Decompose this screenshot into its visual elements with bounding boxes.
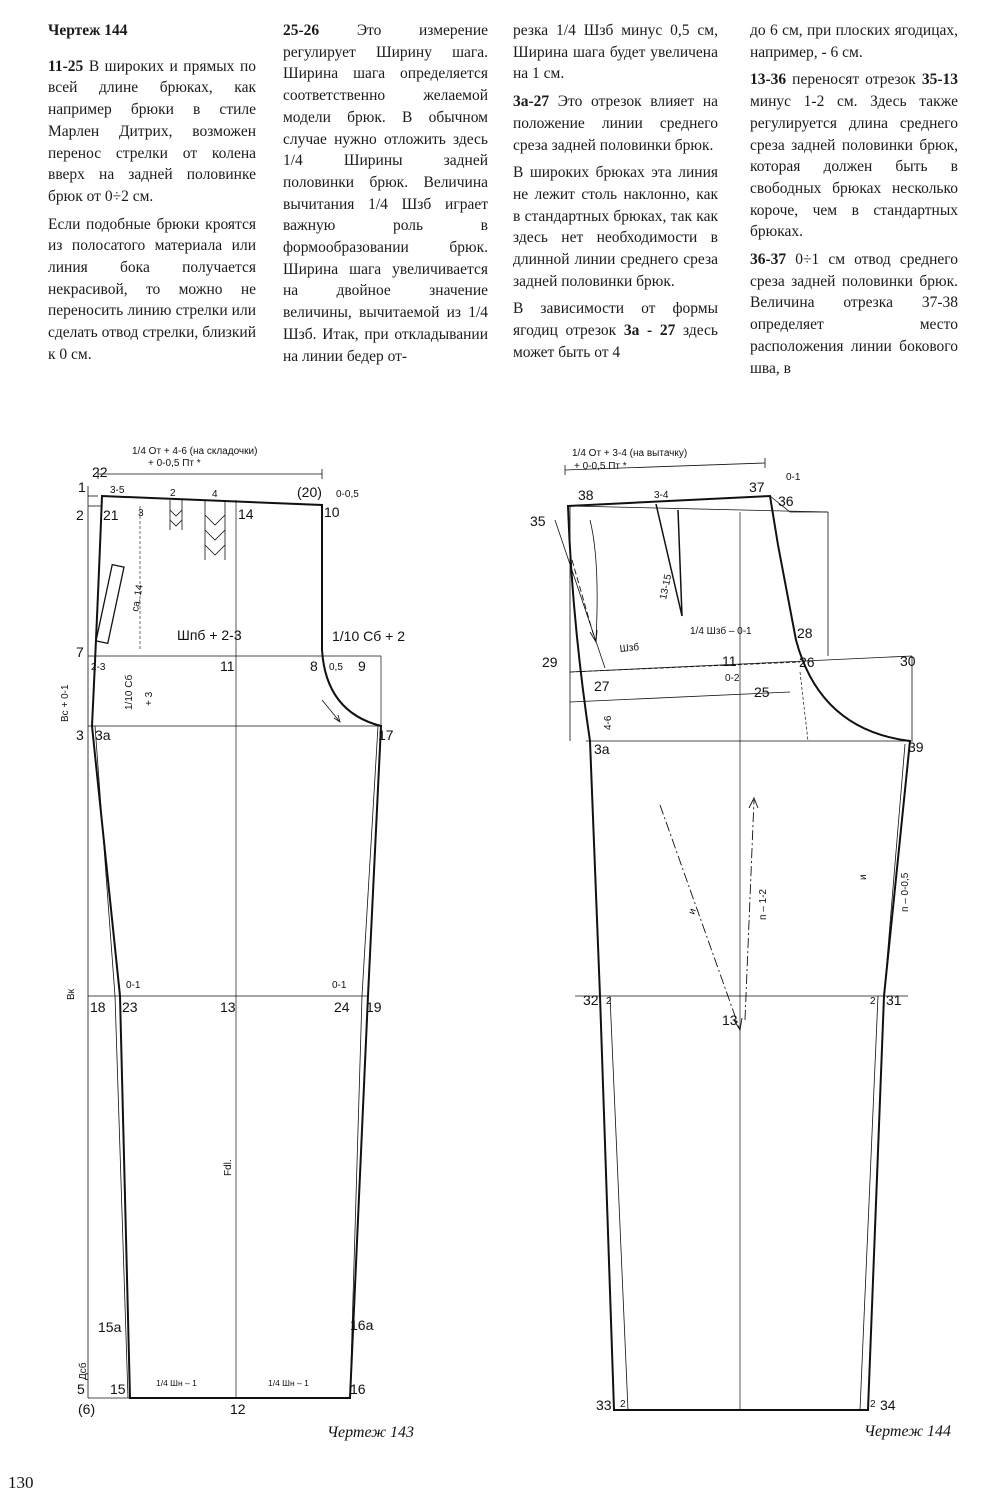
paragraph-text: 0÷1 см отвод среднего среза задней половинки брюк. Величина отрезка 37-38 определяет место расположения линии бокового шва, в <box>750 251 958 377</box>
point-12: 12 <box>230 1401 246 1417</box>
back-pattern-labels <box>530 448 951 1440</box>
dim-2-b: 2 <box>870 996 876 1007</box>
point-39: 39 <box>908 739 924 755</box>
point-14: 14 <box>238 506 254 522</box>
crotch-label: 1/10 Сб + 2 <box>332 628 406 644</box>
point-11: 11 <box>722 653 737 669</box>
segment-label: 35-13 <box>921 71 958 89</box>
point-25: 25 <box>754 684 770 700</box>
point-16: 16 <box>350 1381 366 1397</box>
n-1-2-label: п – 1-2 <box>758 889 769 920</box>
point-33: 33 <box>596 1397 612 1413</box>
dim-2-d: 2 <box>870 1399 876 1410</box>
point-19: 19 <box>366 999 382 1015</box>
dim-0-1-left: 0-1 <box>126 980 141 991</box>
seat-width-label: Шзб <box>619 642 640 655</box>
n-0-0-5-label: п – 0-0,5 <box>900 872 911 912</box>
point-37: 37 <box>749 479 765 495</box>
point-22: 22 <box>92 464 108 480</box>
point-26: 26 <box>799 654 815 670</box>
pleat-4-label: 4 <box>212 489 218 500</box>
dart-width-label: 3-4 <box>654 490 669 501</box>
top-dimension-label-2: + 0-0,5 Пт * <box>574 461 627 472</box>
point-1: 1 <box>78 479 86 495</box>
point-23: 23 <box>122 999 138 1015</box>
fold-label: Fdl. <box>223 1159 234 1176</box>
paragraph-text: до 6 см, при плоских ягодицах, например, - 6 см. <box>750 22 958 61</box>
top-dimension-label: 1/4 От + 3-4 (на вытачку) <box>572 448 688 459</box>
front-crotch-label-2: + 3 <box>144 691 155 706</box>
dim-2-c: 2 <box>620 1399 626 1410</box>
point-16a: 16а <box>350 1317 374 1333</box>
top-dimension-label-2: + 0-0,5 Пт * <box>148 458 201 469</box>
back-pattern-drawing <box>555 458 912 1410</box>
point-2: 2 <box>76 507 84 523</box>
paragraph-text: переносят отрезок <box>786 71 922 89</box>
dim-2-3: 2-3 <box>91 662 106 673</box>
paragraph-text: здесь может быть от 4 <box>513 322 718 361</box>
point-15: 15 <box>110 1381 126 1397</box>
point-6: (6) <box>78 1401 96 1417</box>
front-pattern-labels <box>60 446 414 1441</box>
point-38: 38 <box>578 487 594 503</box>
point-7: 7 <box>76 644 84 660</box>
segment-label: 25-26 <box>283 22 320 39</box>
segment-label: 13-36 <box>750 71 787 89</box>
front-crotch-label: 1/10 Сб <box>124 674 135 710</box>
point-3a: 3а <box>594 741 610 757</box>
seat-deviation-label: 4-6 <box>603 715 614 730</box>
point-20: (20) <box>297 484 322 500</box>
point-31: 31 <box>886 992 902 1008</box>
inseam-label: и <box>686 907 699 917</box>
hem-right-label: 1/4 Шн – 1 <box>268 1378 309 1388</box>
dim-0-2: 0-2 <box>725 673 740 684</box>
pleat-marks <box>170 500 225 560</box>
length-label: Дсб <box>78 1362 89 1380</box>
point-13: 13 <box>722 1012 738 1028</box>
section-heading: Чертеж 144 <box>48 22 128 39</box>
point-9: 9 <box>358 658 366 674</box>
segment-label: 36-37 <box>750 251 787 269</box>
dim-0-0-5: 0-0,5 <box>336 489 359 500</box>
paragraph-text: Это измерение регулирует Ширину шага. Ширина шага определяется соответственно желаемой модели брюк. В обычном случае нужно отложить здесь 1/4 Ширины задней половинки брюк. Величина вычитания 1/4 Шзб играет важную роль в формообразовании брюк. Ширина шага увеличивается на двойное значение величины, вычитаемой из 1/4 Шзб. Итак, при откладывании на линии бедер от- <box>283 22 488 365</box>
paragraph-text: Это отрезок влияет на положение линии среднего среза задней половинки брюк. <box>513 93 718 154</box>
point-10: 10 <box>324 504 340 520</box>
point-36: 36 <box>778 493 794 509</box>
hem-left-label: 1/4 Шн – 1 <box>156 1378 197 1388</box>
point-30: 30 <box>900 653 916 669</box>
dim-3-5: 3-5 <box>110 485 125 496</box>
point-18: 18 <box>90 999 106 1015</box>
paragraph-text: В зависимости от формы ягодиц отрезок <box>513 300 718 340</box>
point-34: 34 <box>880 1397 896 1413</box>
paragraph-text: минус 1-2 см. Здесь также регулируется длина среднего среза задней половинки брюк, которая должен быть в свободных брюках несколько короче, чем в стандартных брюках. <box>750 93 958 241</box>
point-3a: 3а <box>95 727 111 743</box>
paragraph-text: Если подобные брюки кроятся из полосатого материала или линия бока получается некрасивой, то можно не переносить линию стрелки или сделать отвод стрелки, близкий к 0 см. <box>48 215 256 363</box>
drawing-caption-144: Чертеж 144 <box>864 1423 952 1440</box>
point-28: 28 <box>797 625 813 641</box>
segment-label: 3а-27 <box>513 93 550 111</box>
dim-2-a: 2 <box>606 996 612 1007</box>
pocket-opening <box>96 565 124 644</box>
point-29: 29 <box>542 654 558 670</box>
knee-label: Вк <box>66 988 77 1000</box>
point-17: 17 <box>378 727 394 743</box>
dart-depth-label: 13-15 <box>658 573 675 601</box>
point-3: 3 <box>76 727 84 743</box>
pocket-label: ca. 14 <box>130 583 146 613</box>
paragraph-text: В широких и прямых по всей длине брюках, как например брюки в стиле Марлен Дитрих, возможен перенос стрелки от колена вверх на задней половинке брюк от 0÷2 см. <box>48 57 256 205</box>
dim-0-1: 0-1 <box>786 472 801 483</box>
quarter-seat-label: 1/4 Шзб – 0-1 <box>690 626 752 637</box>
paragraph-text: резка 1/4 Шзб минус 0,5 см, Ширина шага будет увеличена на 1 см. <box>513 22 718 83</box>
point-21: 21 <box>103 507 119 523</box>
point-11: 11 <box>220 658 235 674</box>
dim-3: 3 <box>138 508 144 519</box>
point-24: 24 <box>334 999 350 1015</box>
dim-0-1-right: 0-1 <box>332 980 347 991</box>
point-13: 13 <box>220 999 236 1015</box>
point-15a: 15а <box>98 1319 122 1335</box>
segment-label: 11-25 <box>48 57 84 75</box>
drawing-caption-143: Чертеж 143 <box>327 1424 415 1441</box>
segment-label: 3а - 27 <box>623 322 676 340</box>
point-27: 27 <box>594 678 610 694</box>
paragraph-text: В широких брюках эта линия не лежит столь наклонно, как в стандартных брюках, так как здесь нет необходимости в длинной линии среднего среза задней половинки брюк. <box>513 164 718 290</box>
dim-0-5: 0,5 <box>329 662 343 673</box>
page-number: 130 <box>8 1473 34 1492</box>
point-35: 35 <box>530 513 546 529</box>
hip-label: Шпб + 2-3 <box>177 627 242 643</box>
point-5: 5 <box>77 1381 85 1397</box>
pleat-2-label: 2 <box>170 488 176 499</box>
top-dimension-label: 1/4 От + 4-6 (на складочки) <box>132 446 258 457</box>
seat-depth-label: Вс + 0-1 <box>60 684 71 722</box>
inseam-label-2: и <box>858 874 869 880</box>
point-32: 32 <box>583 992 599 1008</box>
point-8: 8 <box>310 658 318 674</box>
